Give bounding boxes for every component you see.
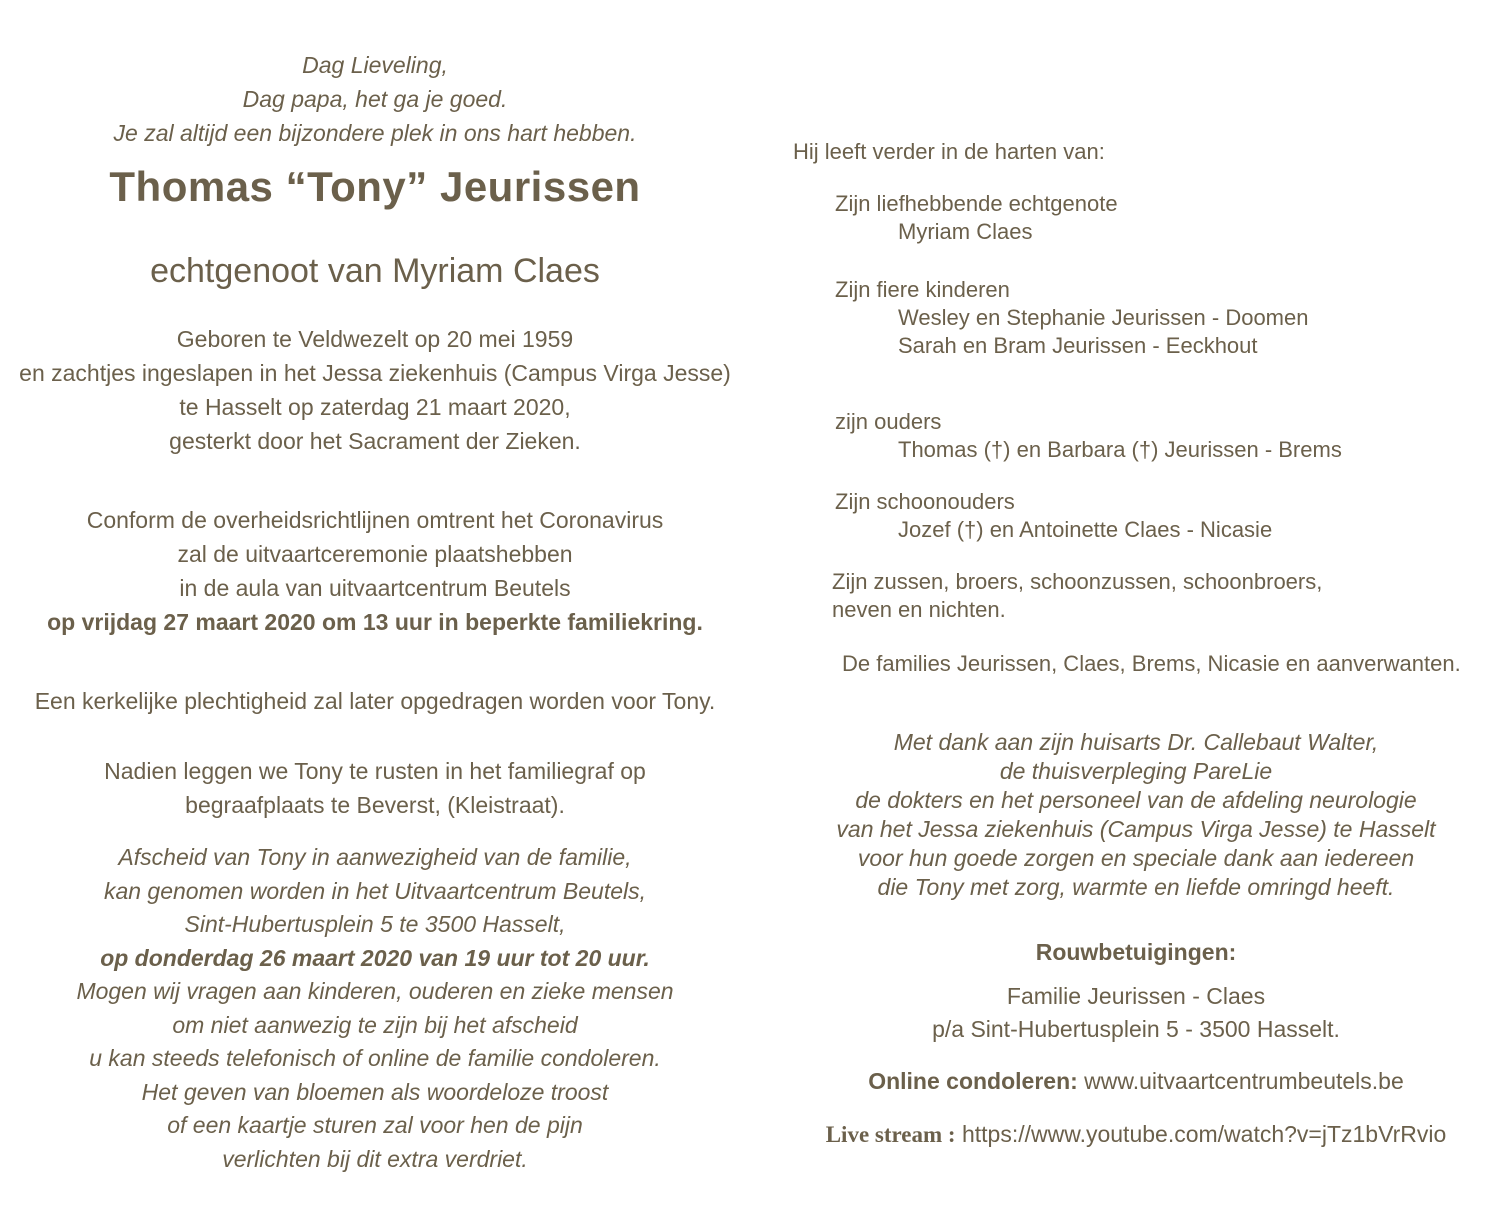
opening-verse-line: Dag papa, het ga je goed. [242, 86, 508, 112]
farewell-line: Het geven van bloemen als woordeloze troost [141, 1078, 609, 1105]
ceremony-date-bold-line: op vrijdag 27 maart 2020 om 13 uur in beperkte familiekring. [47, 609, 703, 635]
birth-line: te Hasselt op zaterdag 21 maart 2020, [179, 394, 571, 420]
family-member-name: Thomas (†) en Barbara (†) Jeurissen - Brems [898, 437, 1342, 462]
family-member-name: Jozef (†) en Antoinette Claes - Nicasie [898, 517, 1273, 542]
acknowledgement-line: van het Jessa ziekenhuis (Campus Virga Jesse) te Hasselt [836, 816, 1436, 842]
family-member-name: Myriam Claes [898, 219, 1033, 244]
burial-line: Nadien leggen we Tony te rusten in het familiegraf op [104, 758, 646, 784]
online-condolences-url: www.uitvaartcentrumbeutels.be [1077, 1068, 1404, 1094]
birth-death-paragraph [10, 322, 740, 458]
acknowledgement-line: de thuisverpleging PareLie [999, 758, 1273, 784]
condolences-line: Familie Jeurissen - Claes [1006, 983, 1266, 1009]
deceased-name-text: Thomas “Tony” Jeurissen [109, 163, 641, 210]
birth-line: gesterkt door het Sacrament der Zieken. [169, 428, 581, 454]
acknowledgement-line: die Tony met zorg, warmte en liefde omringd heeft. [877, 874, 1395, 900]
church-service-line [10, 684, 740, 718]
livestream-line [780, 1121, 1492, 1148]
siblings-line: Zijn zussen, broers, schoonzussen, schoonbroers, [832, 569, 1323, 594]
online-condolences-line [780, 1068, 1492, 1095]
ceremony-line: in de aula van uitvaartcentrum Beutels [179, 575, 571, 601]
birth-line: Geboren te Veldwezelt op 20 mei 1959 [176, 326, 574, 352]
family-group-label: zijn ouders [835, 409, 942, 434]
relation-subtitle [10, 252, 740, 291]
family-group-label: Zijn liefhebbende echtgenote [835, 191, 1118, 216]
farewell-line: om niet aanwezig te zijn bij het afscheid [172, 1011, 578, 1038]
farewell-line: u kan steeds telefonisch of online de familie condoleren. [89, 1045, 661, 1071]
farewell-paragraph [10, 841, 740, 1176]
condolences-line: p/a Sint-Hubertusplein 5 - 3500 Hasselt. [932, 1016, 1340, 1042]
farewell-line: Sint-Hubertusplein 5 te 3500 Hasselt, [184, 911, 566, 937]
survivors-header [780, 138, 1505, 166]
ceremony-line: zal de uitvaartceremonie plaatshebben [177, 541, 573, 567]
livestream-url: https://www.youtube.com/watch?v=jTz1bVrRvio [955, 1121, 1447, 1147]
online-condolences-label: Online condoleren: [868, 1068, 1078, 1094]
farewell-date-bold-line: op donderdag 26 maart 2020 van 19 uur tot 20 uur. [100, 944, 650, 971]
farewell-line: Afscheid van Tony in aanwezigheid van de familie, [118, 844, 632, 870]
family-group-children [780, 276, 1492, 360]
condolences-title: Rouwbetuigingen: [1035, 939, 1237, 965]
acknowledgement-line: voor hun goede zorgen en speciale dank aan iedereen [857, 845, 1415, 871]
acknowledgement-line: de dokters en het personeel van de afdeling neurologie [855, 787, 1417, 813]
extended-families-text: De families Jeurissen, Claes, Brems, Nicasie en aanverwanten. [842, 651, 1461, 676]
family-group-parents-in-law [780, 488, 1492, 544]
extended-families-line [780, 650, 1506, 678]
relation-text: echtgenoot van Myriam Claes [150, 252, 600, 290]
siblings-line: neven en nichten. [832, 597, 1006, 622]
survivors-header-text: Hij leeft verder in de harten van: [793, 139, 1105, 164]
siblings-paragraph [780, 568, 1506, 624]
opening-verse [10, 48, 740, 150]
livestream-label: Live stream : [825, 1122, 956, 1147]
family-group-label: Zijn schoonouders [835, 489, 1015, 514]
deceased-name-title [10, 163, 740, 211]
opening-verse-line: Je zal altijd een bijzondere plek in ons hart hebben. [113, 120, 637, 146]
farewell-line: of een kaartje sturen zal voor hen de pijn [167, 1112, 583, 1138]
farewell-line: Mogen wij vragen aan kinderen, ouderen en zieke mensen [76, 978, 674, 1004]
birth-line: en zachtjes ingeslapen in het Jessa ziekenhuis (Campus Virga Jesse) [19, 360, 731, 386]
opening-verse-line: Dag Lieveling, [302, 52, 448, 78]
condolences-section [780, 936, 1492, 1046]
burial-line: begraafplaats te Beverst, (Kleistraat). [185, 792, 565, 818]
family-group-label: Zijn fiere kinderen [835, 277, 1010, 302]
ceremony-paragraph [10, 503, 740, 639]
family-group-parents [780, 408, 1492, 464]
family-member-name: Sarah en Bram Jeurissen - Eeckhout [898, 333, 1258, 358]
burial-paragraph [10, 754, 740, 822]
family-group-spouse [780, 190, 1492, 246]
acknowledgements-paragraph [780, 728, 1492, 902]
ceremony-line: Conform de overheidsrichtlijnen omtrent het Coronavirus [86, 507, 664, 533]
acknowledgement-line: Met dank aan zijn huisarts Dr. Callebaut Walter, [893, 729, 1379, 755]
church-service-text: Een kerkelijke plechtigheid zal later opgedragen worden voor Tony. [34, 688, 716, 714]
farewell-line: kan genomen worden in het Uitvaartcentrum Beutels, [103, 877, 647, 904]
farewell-line: verlichten bij dit extra verdriet. [222, 1145, 528, 1172]
family-member-name: Wesley en Stephanie Jeurissen - Doomen [898, 305, 1309, 330]
